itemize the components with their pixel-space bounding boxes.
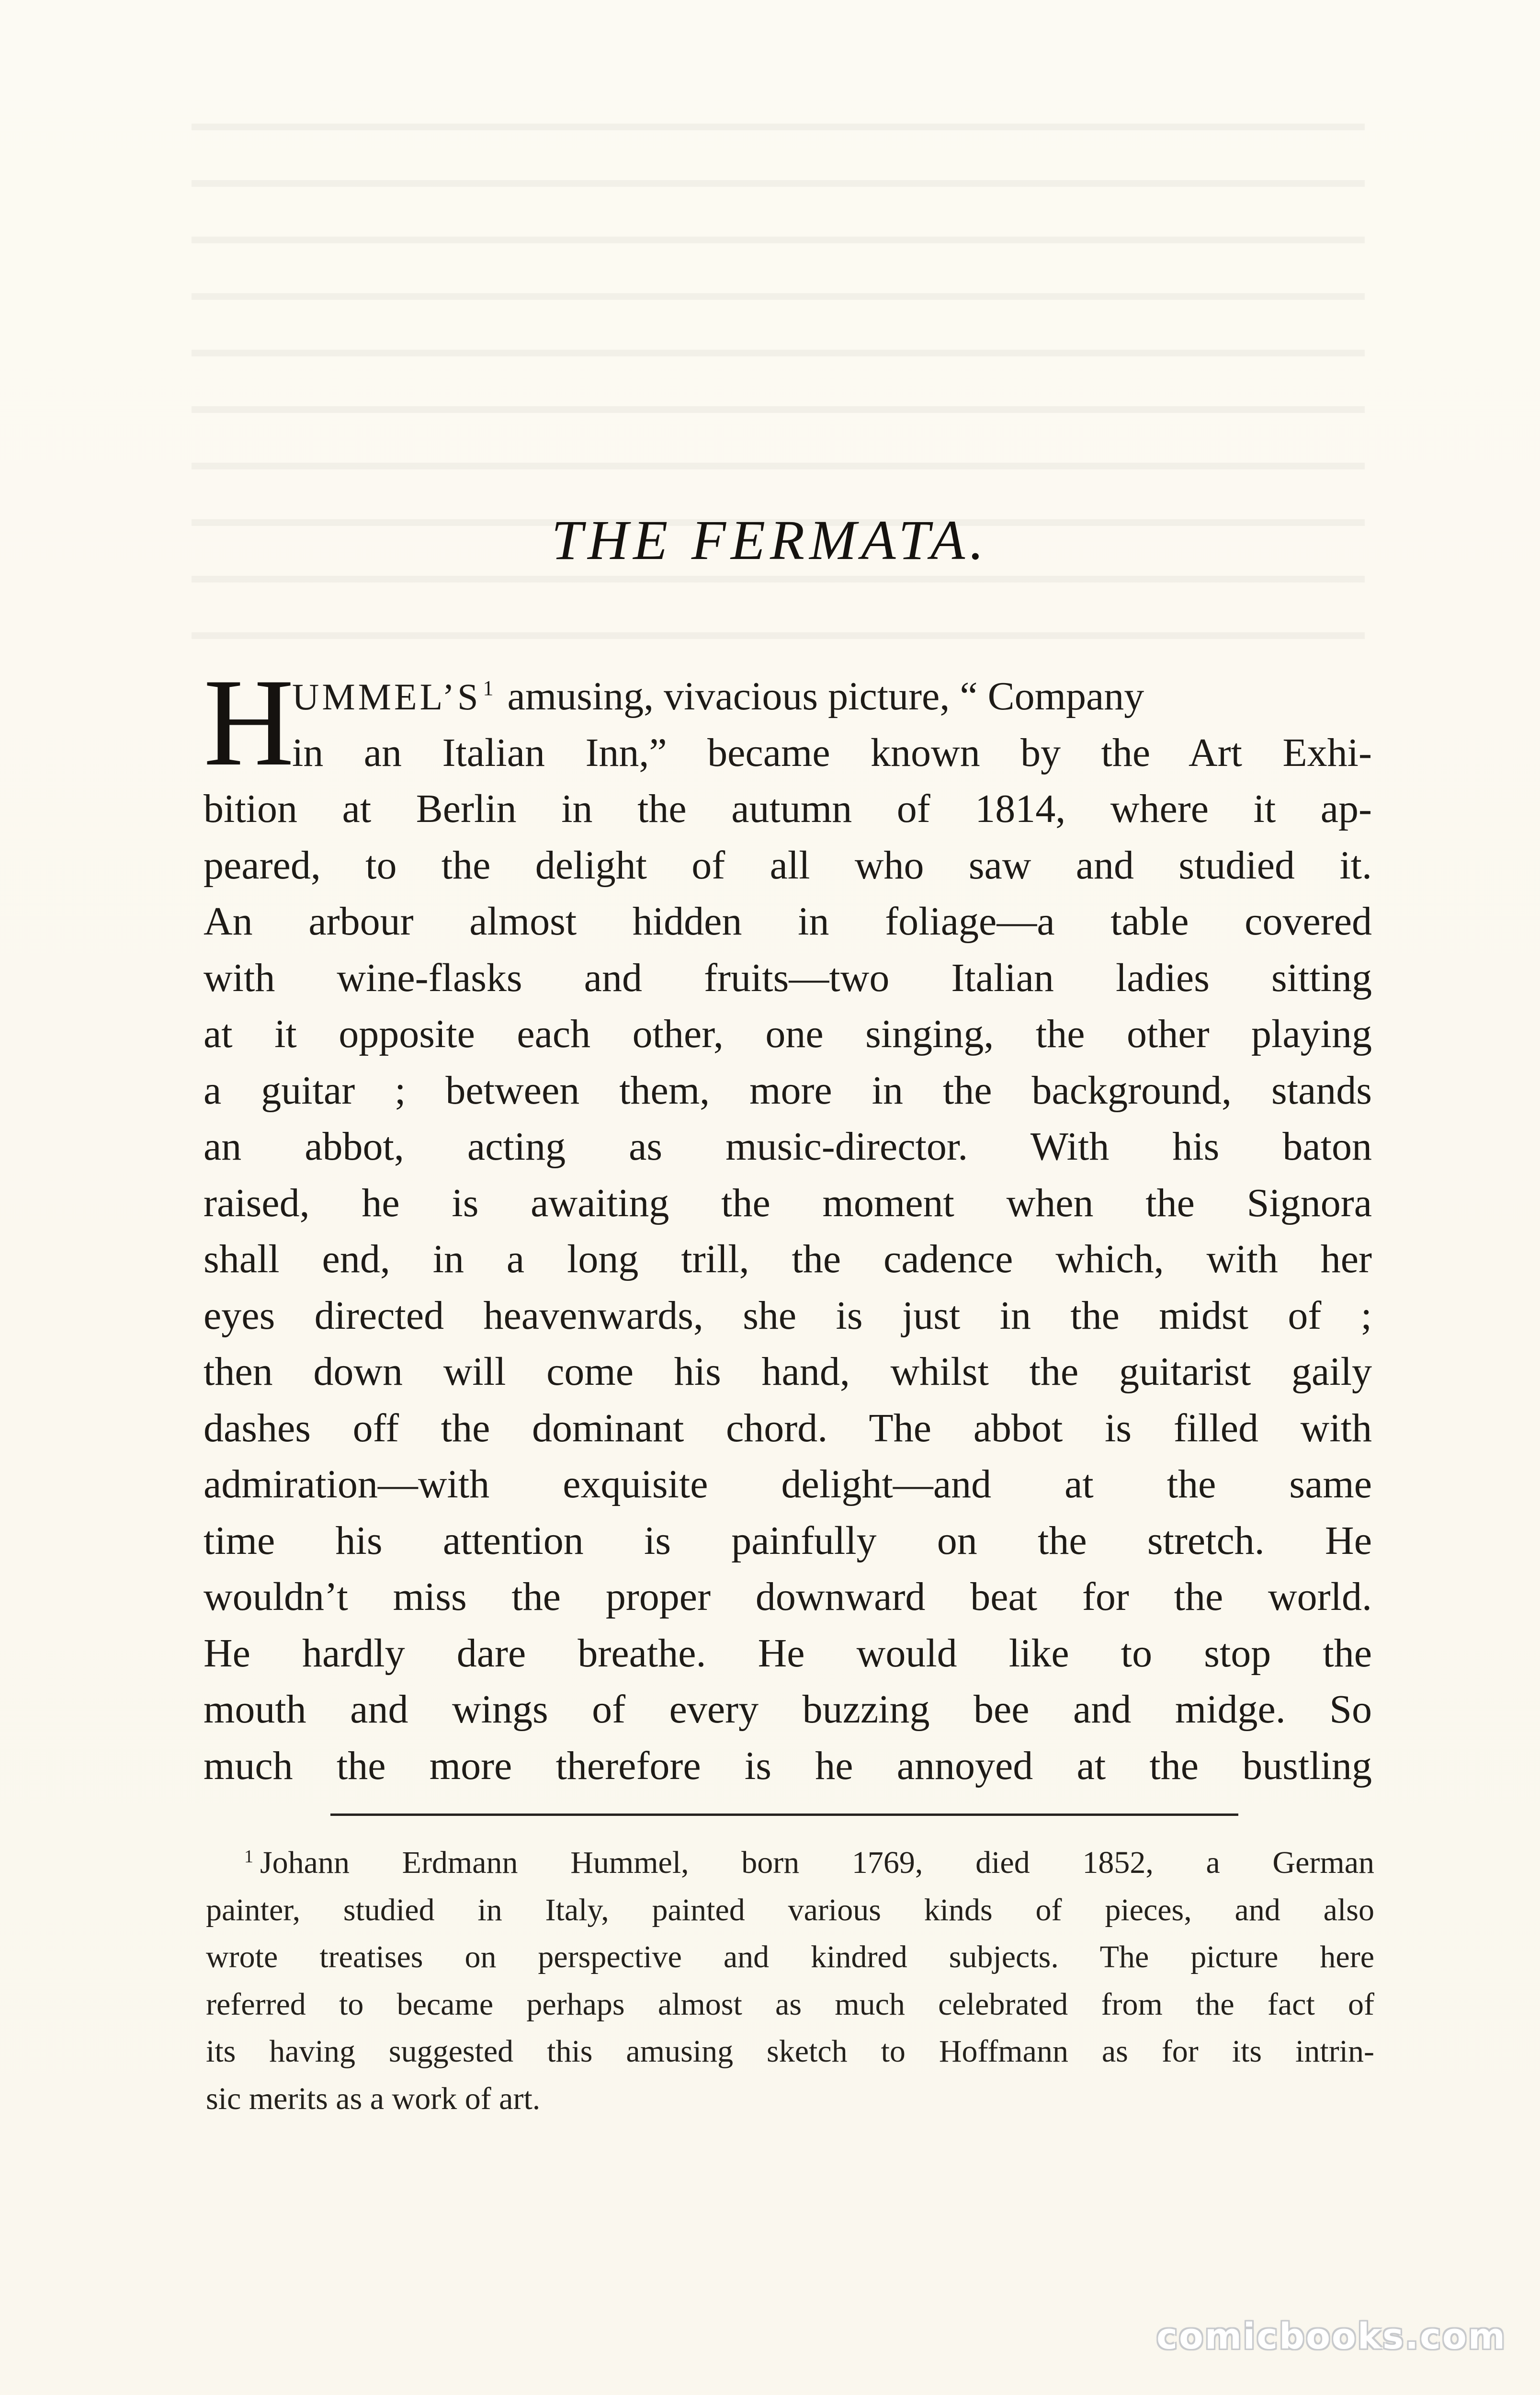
text-line: shall end, in a long trill, the cadence which, with her — [204, 1237, 1372, 1281]
footnote-line: sic merits as a work of art. — [206, 2081, 541, 2116]
text-line: He hardly dare breathe. He would like to stop the — [204, 1631, 1372, 1676]
text-line: raised, he is awaiting the moment when the Signora — [204, 1180, 1372, 1225]
footnote-line: its having suggested this amusing sketch to Hoffmann as for its intrin- — [206, 2034, 1374, 2069]
footnote-number: 1 — [244, 1847, 253, 1867]
text-line-rest: amusing, vivacious picture, “ Company — [507, 674, 1144, 718]
text-line: bition at Berlin in the autumn of 1814, where it ap- — [204, 787, 1372, 831]
chapter-title: THE FERMATA. — [551, 509, 989, 571]
site-watermark: comicbooks.com — [1156, 2316, 1506, 2357]
footnote — [206, 1839, 1374, 2122]
footnote-marker: 1 — [483, 676, 494, 700]
text-line: admiration—with exquisite delight—and at the same — [204, 1462, 1372, 1506]
text-line: much the more therefore is he annoyed at the bustling — [204, 1743, 1372, 1788]
text-line: then down will come his hand, whilst the guitarist gaily — [204, 1349, 1372, 1394]
text-line: time his attention is painfully on the stretch. He — [204, 1518, 1372, 1563]
text-line: at it opposite each other, one singing, the other playing — [204, 1012, 1372, 1056]
text-line: An arbour almost hidden in foliage—a table covered — [204, 899, 1372, 944]
text-line: in an Italian Inn,” became known by the Art Exhi- — [292, 730, 1372, 775]
text-line: wouldn’t miss the proper downward beat for the world. — [204, 1574, 1372, 1619]
footnote-line: wrote treatises on perspective and kindred subjects. The picture here — [206, 1939, 1374, 1974]
text-line: eyes directed heavenwards, she is just in the midst of ; — [204, 1293, 1372, 1338]
footnote-line-text: Johann Erdmann Hummel, born 1769, died 1852, a German — [260, 1845, 1374, 1880]
drop-cap: H — [204, 653, 294, 792]
footnote-line: painter, studied in Italy, painted various kinds of pieces, and also — [206, 1892, 1374, 1927]
footnote-rule — [330, 1813, 1238, 1816]
footnote-line — [206, 1839, 1374, 1887]
text-line-smallcaps: UMMEL’S — [292, 676, 481, 718]
body-text — [204, 653, 1372, 1794]
text-line: mouth and wings of every buzzing bee and midge. So — [204, 1687, 1372, 1732]
bleed-through — [192, 86, 1365, 661]
text-line — [204, 668, 1372, 725]
text-line: an abbot, acting as music-director. With his baton — [204, 1124, 1372, 1169]
text-line: dashes off the dominant chord. The abbot is filled with — [204, 1405, 1372, 1450]
text-line: peared, to the delight of all who saw and studied it. — [204, 843, 1372, 888]
text-line: with wine-flasks and fruits—two Italian ladies sitting — [204, 955, 1372, 1000]
footnote-line: referred to became perhaps almost as much celebrated from the fact of — [206, 1986, 1374, 2022]
text-line: a guitar ; between them, more in the background, stands — [204, 1068, 1372, 1113]
